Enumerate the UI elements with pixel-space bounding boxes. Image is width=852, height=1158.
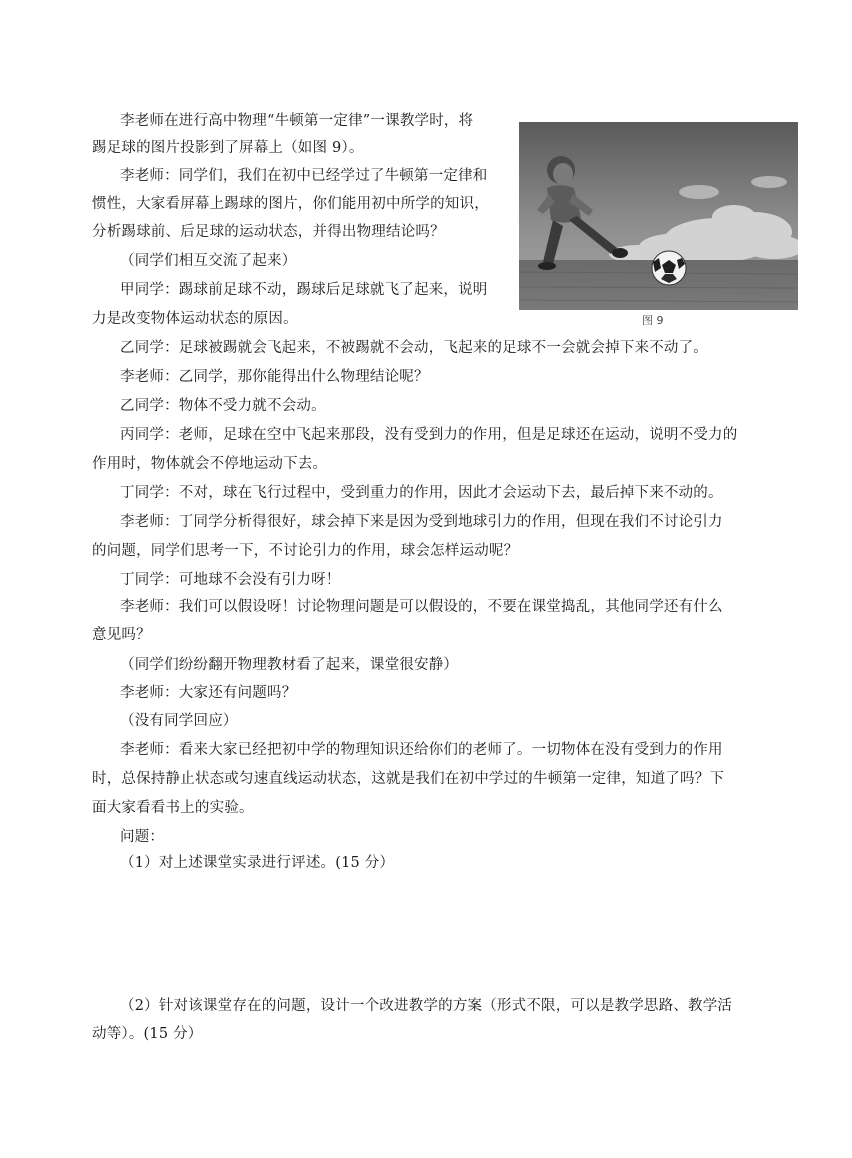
football bbox=[652, 251, 686, 285]
paragraph-line: 的问题，同学们思考一下，不讨论引力的作用，球会怎样运动呢？ bbox=[92, 543, 519, 559]
paragraph-line: 动等）。(15 分） bbox=[92, 1026, 203, 1042]
paragraph-line: 李老师：乙同学，那你能得出什么物理结论呢？ bbox=[120, 369, 429, 385]
paragraph-line: 时，总保持静止状态或匀速直线运动状态，这就是我们在初中学过的牛顿第一定律，知道了吗？下 bbox=[92, 771, 725, 787]
paragraph-line: 李老师在进行高中物理“牛顿第一定律”一课教学时，将 bbox=[120, 113, 474, 129]
paragraph-line: 分析踢球前、后足球的运动状态，并得出物理结论吗？ bbox=[92, 224, 445, 240]
figure-photo bbox=[519, 122, 798, 310]
paragraph-line: 力是改变物体运动状态的原因。 bbox=[92, 311, 298, 327]
paragraph-line: （同学们相互交流了起来） bbox=[120, 253, 297, 269]
paragraph-line: 甲同学：踢球前足球不动，踢球后足球就飞了起来，说明 bbox=[120, 282, 488, 298]
paragraph-line: 踢足球的图片投影到了屏幕上（如图 9）。 bbox=[92, 140, 364, 156]
paragraph-line: 李老师：我们可以假设呀！讨论物理问题是可以假设的，不要在课堂捣乱，其他同学还有什么 bbox=[120, 599, 723, 615]
paragraph-line: 丁同学：可地球不会没有引力呀！ bbox=[120, 572, 341, 588]
paragraph-line: 面大家看看书上的实验。 bbox=[92, 800, 254, 816]
question-2: （2）针对该课堂存在的问题，设计一个改进教学的方案（形式不限，可以是教学思路、教学活 bbox=[120, 998, 733, 1014]
paragraph-line: 李老师：大家还有问题吗？ bbox=[120, 685, 297, 701]
figure-caption: 图 9 bbox=[642, 314, 664, 327]
paragraph-line: 乙同学：足球被踢就会飞起来，不被踢就不会动，飞起来的足球不一会就会掉下来不动了。 bbox=[120, 340, 708, 356]
paragraph-line: 李老师：看来大家已经把初中学的物理知识还给你们的老师了。一切物体在没有受到力的作用 bbox=[120, 742, 723, 758]
paragraph-line: 惯性，大家看屏幕上踢球的图片，你们能用初中所学的知识， bbox=[92, 196, 489, 212]
paragraph-line: （没有同学回应） bbox=[120, 713, 238, 729]
paragraph-line: 李老师：同学们，我们在初中已经学过了牛顿第一定律和 bbox=[120, 168, 488, 184]
paragraph-line: 意见吗？ bbox=[92, 627, 151, 643]
paragraph-line: 李老师：丁同学分析得很好，球会掉下来是因为受到地球引力的作用，但现在我们不讨论引力 bbox=[120, 514, 723, 530]
paragraph-line: （同学们纷纷翻开物理教材看了起来，课堂很安静） bbox=[120, 657, 459, 673]
paragraph-line: 问题： bbox=[120, 829, 165, 845]
paragraph-line: 丙同学：老师，足球在空中飞起来那段，没有受到力的作用，但是足球还在运动，说明不受力的 bbox=[120, 427, 738, 443]
paragraph-line: 乙同学：物体不受力就不会动。 bbox=[120, 398, 326, 414]
paragraph-line: 丁同学：不对，球在飞行过程中，受到重力的作用，因此才会运动下去，最后掉下来不动的。 bbox=[120, 485, 723, 501]
paragraph-line: 作用时，物体就会不停地运动下去。 bbox=[92, 456, 328, 472]
question-1: （1）对上述课堂实录进行评述。(15 分） bbox=[120, 855, 395, 871]
